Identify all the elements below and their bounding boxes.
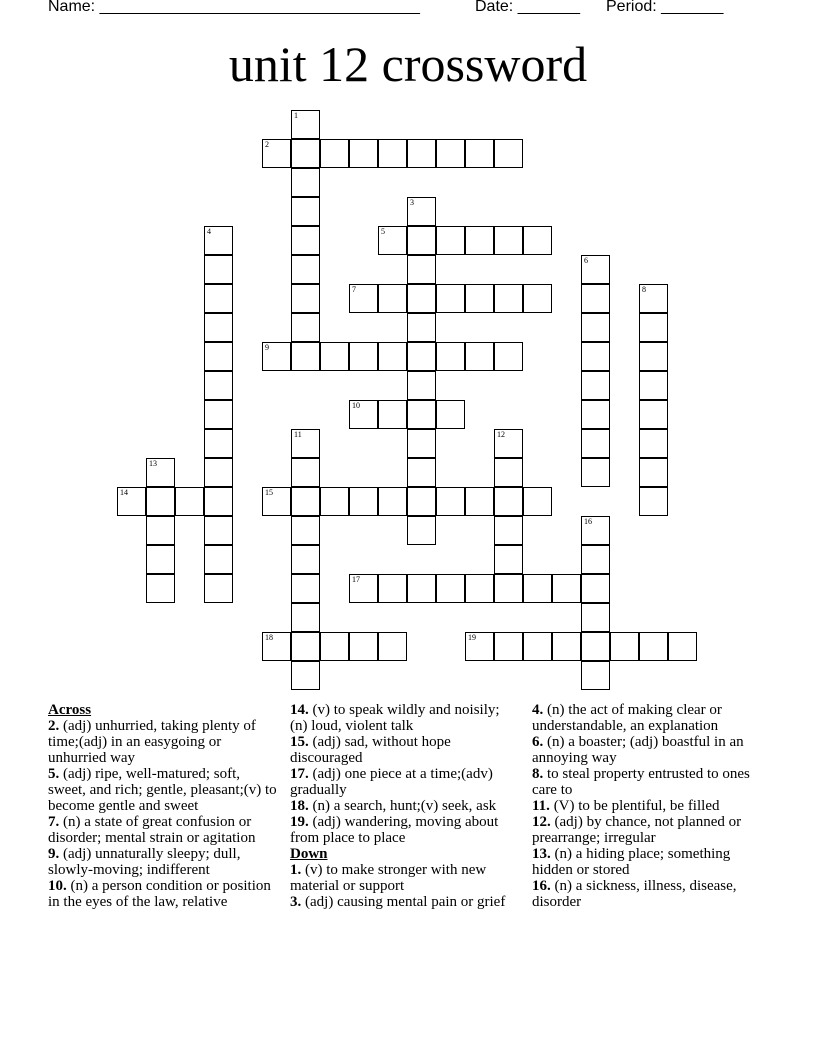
clue-across-5 [48,766,280,814]
crossword-cell[interactable] [639,632,668,661]
clue-across-19 [290,814,518,846]
crossword-cell[interactable] [378,139,407,168]
clue-text: (adj) by chance, not planned or prearrange; irregular [532,814,742,846]
clue-text: (v) to make stronger with new material or support [290,862,487,894]
crossword-cell[interactable] [378,400,407,429]
cell-number: 8 [642,285,646,294]
crossword-cell[interactable] [581,284,610,313]
crossword-cell[interactable] [291,429,320,458]
crossword-cell[interactable] [581,255,610,284]
cell-number: 2 [265,140,269,149]
clues-column-2 [290,702,518,910]
crossword-cell[interactable] [204,545,233,574]
crossword-cell[interactable] [639,458,668,487]
crossword-cell[interactable] [204,400,233,429]
crossword-cell[interactable] [436,342,465,371]
crossword-cell[interactable] [204,487,233,516]
crossword-cell[interactable] [349,400,378,429]
crossword-cell[interactable] [407,400,436,429]
clue-number: 12. [532,814,551,830]
crossword-cell[interactable] [175,487,204,516]
crossword-cell[interactable] [465,632,494,661]
clue-text: (n) a state of great confusion or disorder; mental strain or agitation [48,814,256,846]
crossword-cell[interactable] [291,139,320,168]
clue-across-10 [48,878,280,910]
clue-number: 16. [532,878,551,894]
cell-number: 14 [120,488,128,497]
crossword-cell[interactable] [291,545,320,574]
clue-across-2 [48,718,280,766]
clue-number: 10. [48,878,67,894]
cell-number: 9 [265,343,269,352]
period-field-label[interactable]: Period: _______ [606,0,724,15]
crossword-cell[interactable] [320,139,349,168]
cell-number: 3 [410,198,414,207]
crossword-cell[interactable] [407,226,436,255]
clue-text: (n) a hiding place; something hidden or stored [532,846,731,878]
crossword-cell[interactable] [581,458,610,487]
crossword-cell[interactable] [407,284,436,313]
crossword-cell[interactable] [639,371,668,400]
crossword-cell[interactable] [320,342,349,371]
cell-number: 17 [352,575,360,584]
crossword-cell[interactable] [146,545,175,574]
crossword-cell[interactable] [639,342,668,371]
crossword-cell[interactable] [204,284,233,313]
crossword-cell[interactable] [262,139,291,168]
crossword-cell[interactable] [581,313,610,342]
clue-across-15 [290,734,518,766]
crossword-cell[interactable] [581,429,610,458]
crossword-cell[interactable] [291,603,320,632]
crossword-cell[interactable] [436,487,465,516]
crossword-cell[interactable] [465,574,494,603]
crossword-cell[interactable] [494,226,523,255]
crossword-cell[interactable] [320,487,349,516]
clue-number: 15. [290,734,309,750]
crossword-cell[interactable] [291,458,320,487]
clue-number: 14. [290,702,309,718]
crossword-cell[interactable] [639,313,668,342]
crossword-cell[interactable] [668,632,697,661]
crossword-cell[interactable] [581,516,610,545]
crossword-cell[interactable] [407,197,436,226]
crossword-cell[interactable] [291,313,320,342]
crossword-cell[interactable] [436,139,465,168]
clue-number: 13. [532,846,551,862]
crossword-cell[interactable] [639,284,668,313]
crossword-cell[interactable] [204,574,233,603]
crossword-cell[interactable] [494,139,523,168]
crossword-cell[interactable] [436,226,465,255]
crossword-cell[interactable] [436,400,465,429]
crossword-cell[interactable] [494,516,523,545]
crossword-cell[interactable] [407,574,436,603]
crossword-cell[interactable] [494,487,523,516]
clue-across-14 [290,702,518,734]
crossword-cell[interactable] [204,458,233,487]
crossword-cell[interactable] [349,574,378,603]
crossword-cell[interactable] [378,226,407,255]
clue-down-1 [290,862,518,894]
across-heading: Across [48,702,92,718]
crossword-cell[interactable] [204,226,233,255]
crossword-cell[interactable] [291,516,320,545]
crossword-cell[interactable] [146,487,175,516]
crossword-cell[interactable] [378,342,407,371]
crossword-cell[interactable] [465,284,494,313]
clue-down-6 [532,734,768,766]
cell-number: 12 [497,430,505,439]
crossword-cell[interactable] [146,574,175,603]
crossword-cell[interactable] [262,487,291,516]
clue-across-7 [48,814,280,846]
crossword-cell[interactable] [291,197,320,226]
crossword-cell[interactable] [407,342,436,371]
clue-number: 18. [290,798,309,814]
crossword-cell[interactable] [291,487,320,516]
crossword-cell[interactable] [581,574,610,603]
clue-text: (adj) wandering, moving about from place to place [290,814,499,846]
clue-text: (adj) causing mental pain or grief [305,894,506,910]
cell-number: 15 [265,488,273,497]
cell-number: 13 [149,459,157,468]
clue-text: (n) the act of making clear or understandable, an explanation [532,702,722,734]
cell-number: 11 [294,430,302,439]
clue-number: 7. [48,814,60,830]
crossword-cell[interactable] [494,458,523,487]
clue-text: to steal property entrusted to ones care to [532,766,750,798]
crossword-cell[interactable] [291,661,320,690]
crossword-cell[interactable] [349,487,378,516]
crossword-cell[interactable] [407,313,436,342]
crossword-cell[interactable] [291,574,320,603]
crossword-cell[interactable] [465,342,494,371]
crossword-cell[interactable] [407,429,436,458]
cell-number: 4 [207,227,211,236]
crossword-cell[interactable] [523,632,552,661]
crossword-cell[interactable] [407,458,436,487]
down-heading: Down [290,846,328,862]
clue-number: 17. [290,766,309,782]
clue-across-9 [48,846,280,878]
crossword-cell[interactable] [349,139,378,168]
crossword-cell[interactable] [581,603,610,632]
crossword-cell[interactable] [407,371,436,400]
crossword-cell[interactable] [639,487,668,516]
crossword-cell[interactable] [581,342,610,371]
crossword-cell[interactable] [494,429,523,458]
crossword-cell[interactable] [523,226,552,255]
crossword-cell[interactable] [407,516,436,545]
clue-number: 6. [532,734,544,750]
crossword-cell[interactable] [204,313,233,342]
crossword-cell[interactable] [494,632,523,661]
crossword-cell[interactable] [349,632,378,661]
crossword-cell[interactable] [262,342,291,371]
clues-column-3 [532,702,768,910]
crossword-cell[interactable] [204,255,233,284]
crossword-cell[interactable] [146,516,175,545]
clue-down-4 [532,702,768,734]
clue-number: 1. [290,862,302,878]
crossword-cell[interactable] [291,226,320,255]
crossword-cell[interactable] [378,487,407,516]
name-field-label[interactable]: Name: ____________________________________ [48,0,420,15]
crossword-cell[interactable] [494,574,523,603]
crossword-cell[interactable] [291,255,320,284]
crossword-cell[interactable] [639,400,668,429]
crossword-cell[interactable] [639,429,668,458]
cell-number: 7 [352,285,356,294]
crossword-cell[interactable] [204,429,233,458]
clues-column-1 [48,702,280,910]
crossword-cell[interactable] [349,342,378,371]
cell-number: 6 [584,256,588,265]
crossword-cell[interactable] [581,545,610,574]
clue-text: (n) a boaster; (adj) boastful in an annoying way [532,734,744,766]
clue-number: 3. [290,894,302,910]
crossword-cell[interactable] [204,371,233,400]
clue-down-3 [290,894,518,910]
crossword-cell[interactable] [407,487,436,516]
cell-number: 19 [468,633,476,642]
clue-text: (V) to be plentiful, be filled [553,798,720,814]
crossword-cell[interactable] [262,632,291,661]
crossword-cell[interactable] [407,255,436,284]
crossword-cell[interactable] [117,487,146,516]
crossword-cell[interactable] [204,342,233,371]
clue-down-16 [532,878,768,910]
crossword-cell[interactable] [378,284,407,313]
crossword-cell[interactable] [291,342,320,371]
crossword-cell[interactable] [378,632,407,661]
clue-down-11 [532,798,768,814]
date-field-label[interactable]: Date: _______ [475,0,580,15]
clue-number: 9. [48,846,60,862]
crossword-cell[interactable] [552,574,581,603]
clue-number: 2. [48,718,60,734]
crossword-cell[interactable] [407,139,436,168]
crossword-cell[interactable] [494,284,523,313]
crossword-cell[interactable] [291,110,320,139]
page-title: unit 12 crossword [228,36,588,92]
crossword-cell[interactable] [291,168,320,197]
clue-text: (adj) ripe, well-matured; soft, sweet, and rich; gentle, pleasant;(v) to become gentle and sweet [48,766,277,814]
crossword-cell[interactable] [320,632,349,661]
clue-text: (v) to speak wildly and noisily; (n) loud, violent talk [290,702,500,734]
crossword-cell[interactable] [146,458,175,487]
crossword-cell[interactable] [581,371,610,400]
clue-text: (n) a search, hunt;(v) seek, ask [312,798,497,814]
crossword-cell[interactable] [465,487,494,516]
cell-number: 18 [265,633,273,642]
clue-number: 4. [532,702,544,718]
clue-across-17 [290,766,518,798]
crossword-cell[interactable] [523,487,552,516]
clue-number: 8. [532,766,544,782]
clue-text: (n) a sickness, illness, disease, disorder [532,878,737,910]
crossword-cell[interactable] [465,226,494,255]
crossword-cell[interactable] [291,284,320,313]
clue-text: (adj) unhurried, taking plenty of time;(adj) in an easygoing or unhurried way [48,718,256,766]
crossword-cell[interactable] [436,284,465,313]
crossword-cell[interactable] [494,342,523,371]
crossword-cell[interactable] [581,661,610,690]
crossword-cell[interactable] [291,632,320,661]
cell-number: 10 [352,401,360,410]
clue-down-8 [532,766,768,798]
cell-number: 16 [584,517,592,526]
clue-number: 19. [290,814,309,830]
crossword-cell[interactable] [523,284,552,313]
clue-down-12 [532,814,768,846]
cell-number: 5 [381,227,385,236]
crossword-cell[interactable] [523,574,552,603]
crossword-cell[interactable] [436,574,465,603]
clue-down-13 [532,846,768,878]
clue-number: 5. [48,766,60,782]
crossword-cell[interactable] [581,400,610,429]
crossword-cell[interactable] [581,632,610,661]
crossword-cell[interactable] [552,632,581,661]
clue-across-18 [290,798,518,814]
crossword-cell[interactable] [610,632,639,661]
clue-text: (adj) one piece at a time;(adv) gradually [290,766,493,798]
crossword-cell[interactable] [465,139,494,168]
crossword-cell[interactable] [378,574,407,603]
crossword-cell[interactable] [204,516,233,545]
clue-number: 11. [532,798,550,814]
crossword-cell[interactable] [494,545,523,574]
clue-text: (adj) sad, without hope discouraged [290,734,451,766]
clue-text: (adj) unnaturally sleepy; dull, slowly-moving; indifferent [48,846,241,878]
crossword-cell[interactable] [349,284,378,313]
clue-text: (n) a person condition or position in the eyes of the law, relative [48,878,271,910]
cell-number: 1 [294,111,298,120]
